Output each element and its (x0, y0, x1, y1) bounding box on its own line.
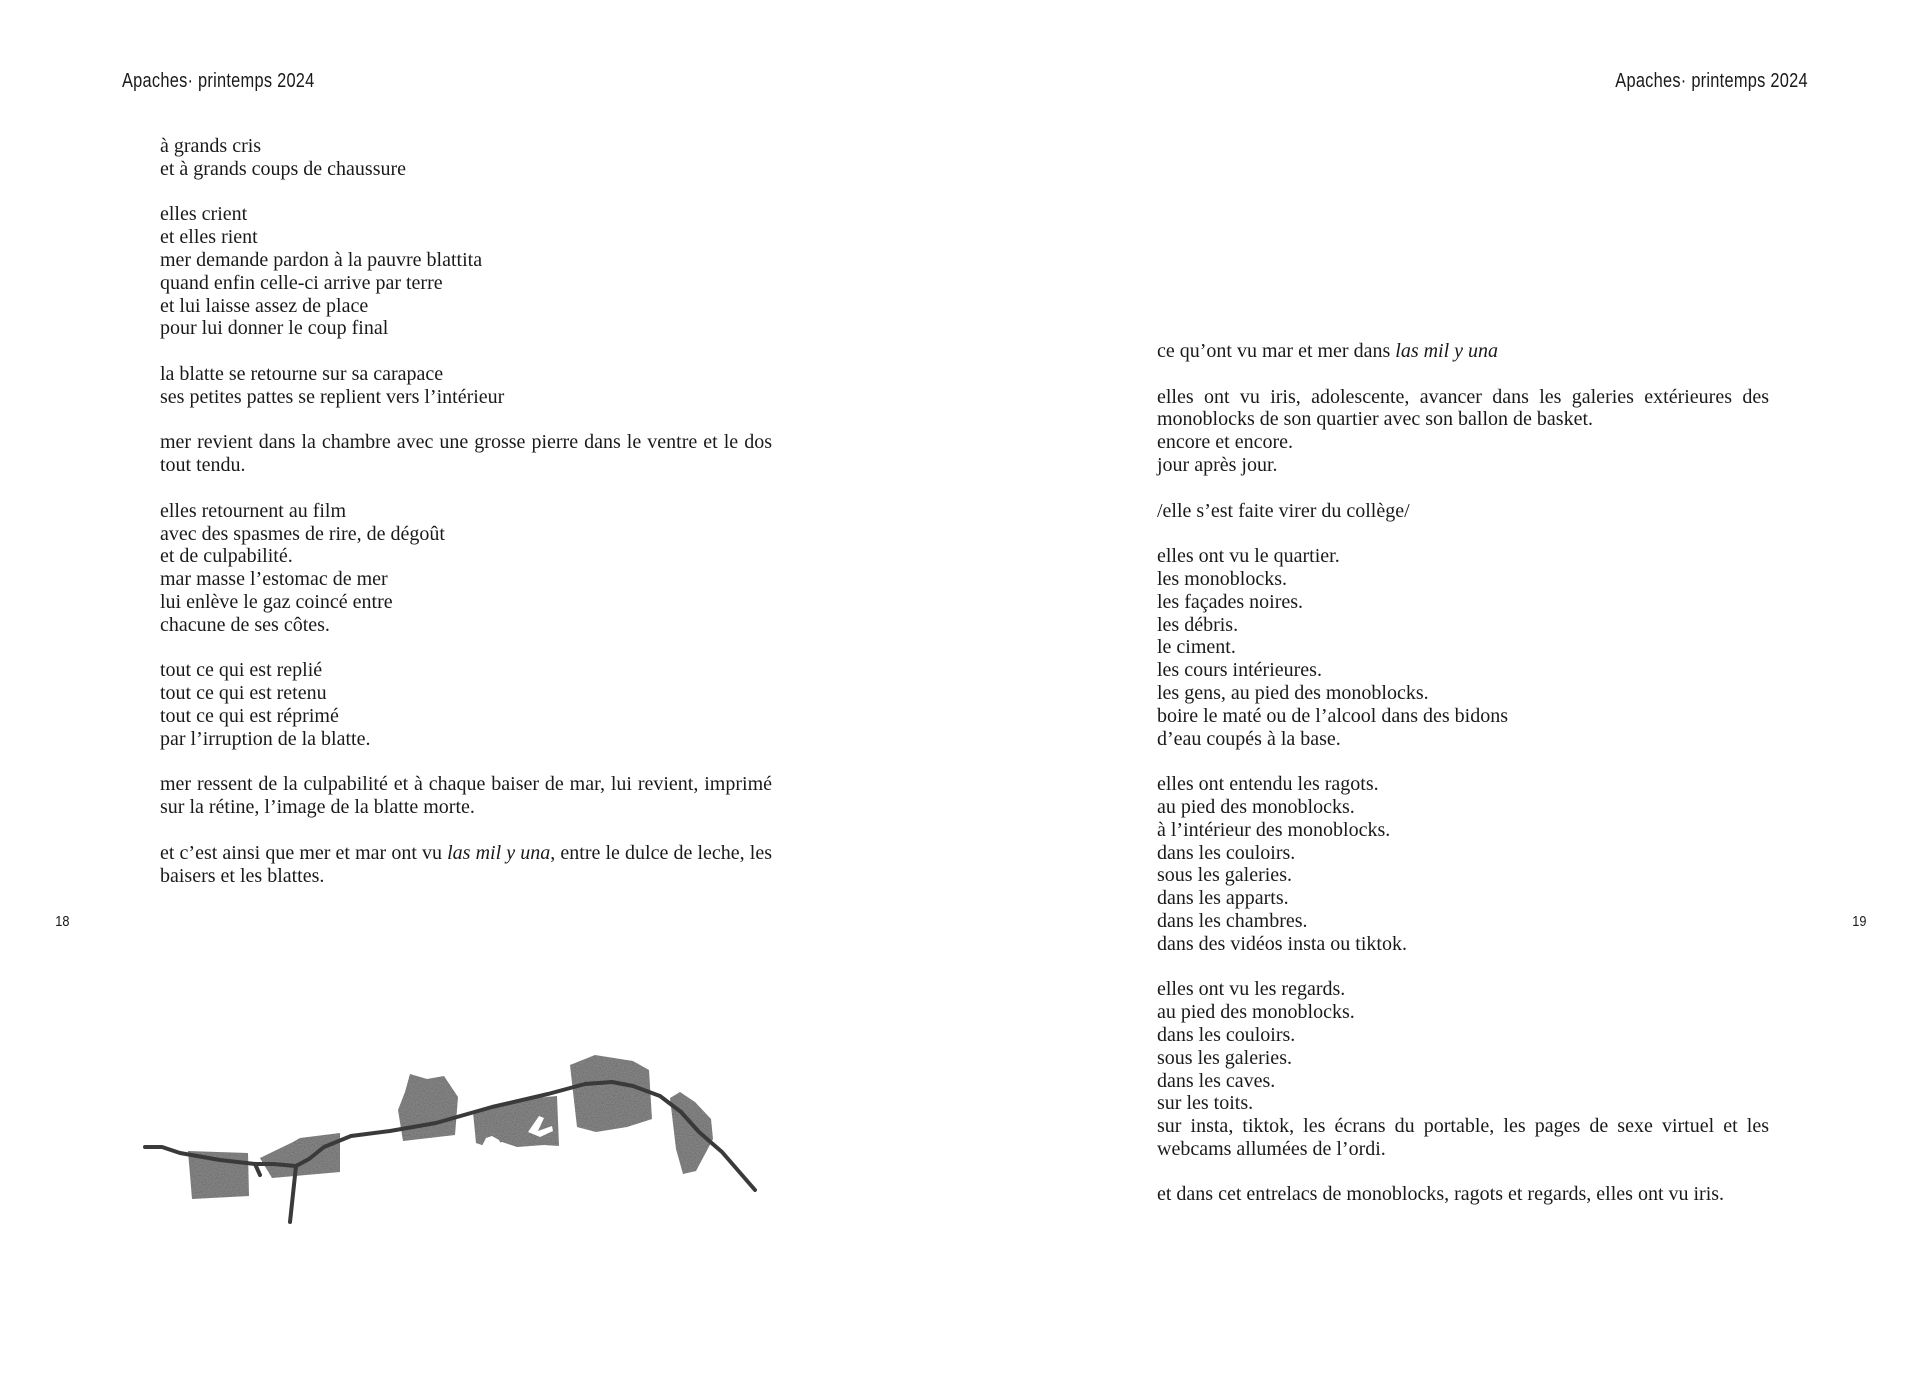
verse-line: ses petites pattes se replient vers l’intérieur (160, 385, 505, 408)
verse-line: au pied des monoblocks. (1157, 795, 1355, 818)
right-page-text (1157, 340, 1769, 1229)
verse-line: elles ont vu les regards. (1157, 978, 1346, 1001)
verse-line: et à grands coups de chaussure (160, 157, 407, 180)
italic-title: las mil y una (1395, 340, 1499, 362)
stanza (160, 659, 772, 750)
verse-line: la blatte se retourne sur sa carapace (160, 362, 444, 385)
verse-line: le ciment. (1157, 636, 1236, 659)
stanza (1157, 773, 1769, 955)
verse-line: dans les couloirs. (1157, 1023, 1296, 1046)
stanza (1157, 340, 1769, 363)
verse-line: à grands cris (160, 135, 262, 157)
page-number-left: 18 (55, 913, 70, 930)
stanza (160, 500, 772, 637)
stanza (160, 135, 772, 181)
building-block (398, 1074, 458, 1141)
verse-line: tout ce qui est réprimé (160, 704, 339, 727)
stanza (160, 203, 772, 340)
verse-line: tout ce qui est retenu (160, 682, 327, 705)
verse-line: dans les couloirs. (1157, 841, 1296, 864)
prose-paragraph: elles ont vu iris, adolescente, avancer dans les galeries extérieures des monoblocks de son quartier avec son ballon de basket. (1157, 385, 1769, 431)
verse-line: elles ont entendu les ragots. (1157, 773, 1379, 796)
verse-line: à l’intérieur des monoblocks. (1157, 818, 1391, 841)
stanza (1157, 1183, 1769, 1206)
verse-line: lui enlève le gaz coincé entre (160, 590, 393, 613)
verse-line: mar masse l’estomac de mer (160, 568, 388, 591)
stanza (1157, 500, 1769, 523)
stanza (160, 363, 772, 409)
verse-line: dans les caves. (1157, 1069, 1276, 1092)
prose-paragraph: mer revient dans la chambre avec une grosse pierre dans le ventre et le dos tout tendu. (160, 431, 772, 477)
verse-line: chacune de ses côtes. (160, 613, 330, 636)
stanza (160, 773, 772, 819)
running-header-right: Apaches· printemps 2024 (1615, 70, 1808, 92)
stanza (1157, 545, 1769, 750)
verse-line: quand enfin celle-ci arrive par terre (160, 271, 443, 294)
building-block (570, 1055, 652, 1132)
left-page-text (160, 135, 772, 910)
stanza (1157, 386, 1769, 477)
verse-line: par l’irruption de la blatte. (160, 727, 371, 750)
verse-line: avec des spasmes de rire, de dégoût (160, 522, 445, 545)
stanza (160, 431, 772, 477)
prose-paragraph: mer ressent de la culpabilité et à chaque baiser de mar, lui revient, imprimé sur la rétine, l’image de la blatte morte. (160, 773, 772, 819)
verse-line: mer demande pardon à la pauvre blattita (160, 248, 483, 271)
verse-line (1157, 340, 1769, 363)
verse-line: et lui laisse assez de place (160, 294, 369, 317)
verse-line: sur les toits. (1157, 1092, 1254, 1115)
verse-line: les façades noires. (1157, 590, 1304, 613)
verse-line: au pied des monoblocks. (1157, 1001, 1355, 1024)
italic-title: las mil y una (447, 841, 551, 864)
verse-line: /elle s’est faite virer du collège/ (1157, 499, 1410, 522)
verse-line: et de culpabilité. (160, 545, 293, 568)
verse-line: dans les chambres. (1157, 909, 1308, 932)
verse-line: elles retournent au film (160, 499, 347, 522)
verse-line: elles ont vu le quartier. (1157, 545, 1340, 568)
verse-line: sous les galeries. (1157, 864, 1292, 887)
stanza (160, 842, 772, 888)
prose-paragraph (160, 842, 772, 888)
building-block (670, 1092, 713, 1174)
verse-line: dans les apparts. (1157, 887, 1289, 910)
prose-paragraph: sur insta, tiktok, les écrans du portable, les pages de sexe virtuel et les webcams allumées de l’ordi. (1157, 1115, 1769, 1160)
stanza (1157, 978, 1769, 1160)
verse-line: jour après jour. (1157, 453, 1278, 476)
running-header-left: Apaches· printemps 2024 (122, 70, 315, 92)
verse-line: dans des vidéos insta ou tiktok. (1157, 932, 1407, 955)
verse-line: les monoblocks. (1157, 567, 1287, 590)
verse-line: les débris. (1157, 613, 1239, 636)
text-run: et c’est ainsi que mer et mar ont vu (160, 841, 448, 864)
verse-line: encore et encore. (1157, 431, 1294, 454)
verse-line: et elles rient (160, 226, 258, 249)
verse-line: pour lui donner le coup final (160, 317, 389, 340)
text-run: , entre le dulce de leche, les baisers et les blattes. (160, 841, 772, 887)
verse-line: d’eau coupés à la base. (1157, 727, 1341, 750)
verse-line: les gens, au pied des monoblocks. (1157, 681, 1429, 704)
verse-line: les cours intérieures. (1157, 659, 1322, 682)
verse-line: boire le maté ou de l’alcool dans des bidons (1157, 704, 1509, 727)
page-number-right: 19 (1852, 913, 1867, 930)
map-illustration (140, 920, 760, 1360)
prose-paragraph: et dans cet entrelacs de monoblocks, ragots et regards, elles ont vu iris. (1157, 1183, 1725, 1206)
verse-line: elles crient (160, 203, 248, 226)
verse-line: sous les galeries. (1157, 1046, 1292, 1069)
verse-line: tout ce qui est replié (160, 659, 323, 682)
building-block (260, 1133, 340, 1178)
text-run: ce qu’ont vu mar et mer dans (1157, 340, 1396, 362)
